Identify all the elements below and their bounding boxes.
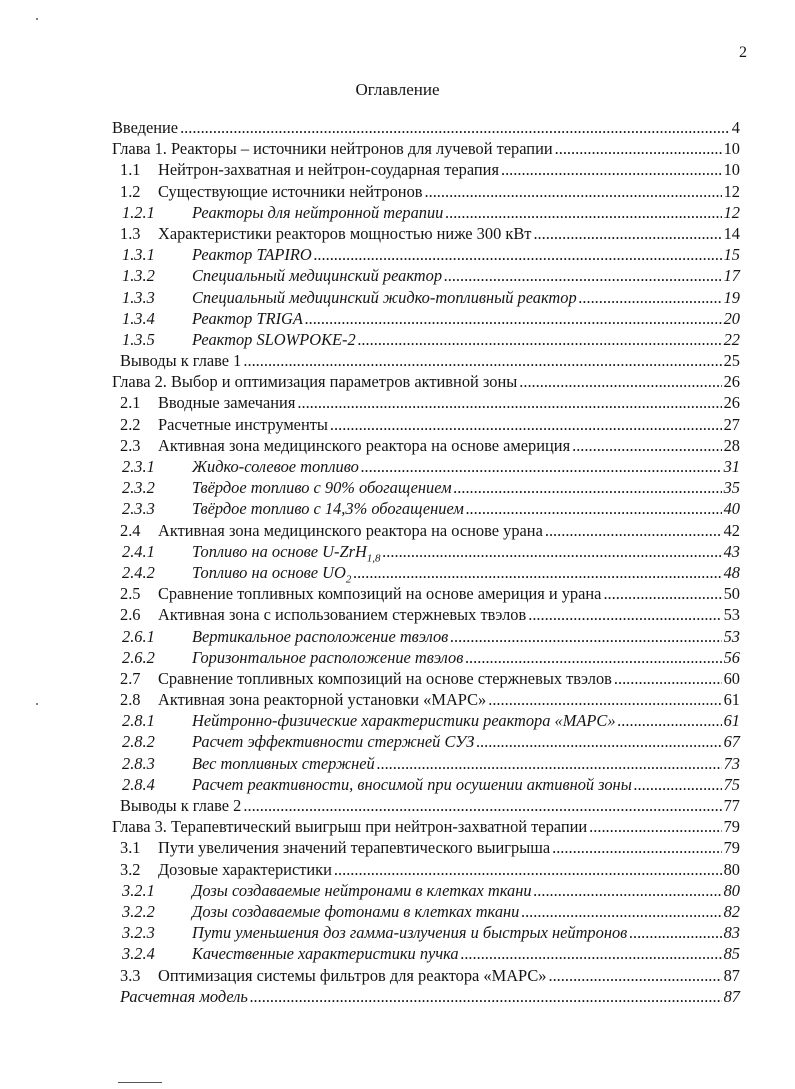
toc-entry-title (192, 731, 474, 752)
toc-entry-title (192, 287, 577, 308)
toc-entry-title-text: Пути увеличения значений терапевтического выигрыша (158, 838, 551, 858)
toc-entry-page: 61 (723, 711, 740, 731)
toc-entry-title-text: Глава 1. Реакторы – источники нейтронов для лучевой терапии (112, 139, 553, 159)
toc-entry-number: 2.6.2 (122, 647, 155, 667)
toc-dot-leader (555, 138, 722, 159)
toc-dot-leader (297, 392, 721, 413)
toc-entry (112, 392, 740, 413)
toc-entry-page: 17 (723, 266, 740, 286)
toc-entry-number: 2.8.3 (122, 753, 155, 773)
toc-entry-page: 67 (723, 732, 740, 752)
toc-entry-page: 75 (723, 774, 740, 794)
toc-entry-number: 2.4 (120, 520, 141, 540)
toc-entry-page: 82 (723, 901, 740, 921)
toc-dot-leader (589, 816, 721, 837)
toc-entry-title-text: Дозы создаваемые фотонами в клетках ткани (192, 901, 520, 921)
toc-entry (112, 308, 740, 329)
toc-entry-title (192, 308, 303, 329)
page-number: 2 (739, 44, 747, 61)
toc-entry (112, 626, 740, 647)
toc-entry-title (192, 202, 443, 223)
toc-dot-leader (425, 181, 722, 202)
toc-entry-title-text: Специальный медицинский жидко-топливный реактор (192, 287, 577, 307)
toc-entry-title-text: Глава 2. Выбор и оптимизация параметров активной зоны (112, 372, 518, 392)
toc-entry-title-text: Сравнение топливных композиций на основе америция и урана (158, 584, 602, 604)
toc-dot-leader (450, 626, 721, 647)
toc-entry-page: 48 (723, 562, 740, 582)
toc-dot-leader (528, 604, 721, 625)
toc-entry (112, 371, 740, 392)
toc-entry-number: 1.3.2 (122, 266, 155, 286)
toc-dot-leader (552, 837, 722, 858)
toc-entry (112, 901, 740, 922)
toc-dot-leader (180, 117, 730, 138)
toc-entry-title-text: Пути уменьшения доз гамма-излучения и быстрых нейтронов (192, 923, 628, 943)
toc-entry-number: 2.4.2 (122, 562, 155, 582)
toc-entry (112, 414, 740, 435)
toc-entry (112, 689, 740, 710)
toc-entry (112, 181, 740, 202)
toc-entry-title-text: Твёрдое топливо с 14,3% обогащением (192, 499, 464, 519)
toc-dot-leader (353, 562, 721, 583)
toc-entry-page: 60 (723, 668, 740, 688)
toc-entry-title-text: Специальный медицинский реактор (192, 266, 443, 286)
toc-entry-number: 3.2.1 (122, 880, 155, 900)
toc-entry-title-text: Нейтронно-физические характеристики реактора «МАРС» (192, 711, 616, 731)
toc-entry-title-text: Расчет эффективности стержней СУЗ (192, 732, 475, 752)
toc-entry-page: 4 (731, 118, 740, 137)
toc-entry-title-text: Топливо на основе U-ZrH (192, 541, 367, 561)
toc-entry-page: 27 (723, 414, 740, 434)
toc-dot-leader (634, 774, 722, 795)
toc-entry-title (112, 117, 178, 138)
toc-entry-number: 2.3.3 (122, 499, 155, 519)
toc-entry-page: 50 (723, 584, 740, 604)
toc-dot-leader (603, 583, 721, 604)
toc-entry-title-text: Оптимизация системы фильтров для реактора «МАРС» (158, 965, 547, 985)
toc-entry-page: 14 (723, 223, 740, 243)
toc-entry-page: 53 (723, 626, 740, 646)
toc-entry-number: 3.2.2 (122, 901, 155, 921)
toc-entry-page: 35 (723, 478, 740, 498)
toc-entry-page: 79 (723, 838, 740, 858)
toc-entry-title-text: Активная зона с использованием стержневых твэлов (158, 605, 527, 625)
toc-entry-number: 2.5 (120, 584, 141, 604)
page-title: Оглавление (355, 80, 440, 99)
toc-entry-title (158, 435, 570, 456)
toc-entry-title (158, 668, 612, 689)
toc-entry-title-text: Активная зона реакторной установки «МАРС» (158, 690, 487, 710)
toc-entry (112, 753, 740, 774)
toc-dot-leader (305, 308, 722, 329)
toc-entry-page: 56 (723, 647, 740, 667)
toc-entry (112, 541, 740, 565)
toc-entry-number: 2.3.1 (122, 457, 155, 476)
toc-entry (112, 477, 740, 498)
toc-entry-title (158, 965, 546, 986)
toc-entry-number: 3.2.3 (122, 923, 155, 943)
toc-entry-page: 73 (723, 753, 740, 773)
toc-entry-title-text: Топливо на основе UO (192, 562, 346, 582)
footer-rule (118, 1082, 162, 1083)
toc-entry-number: 2.8.2 (122, 732, 155, 752)
toc-entry-number: 1.3.3 (122, 287, 155, 307)
toc-entry-page: 31 (723, 457, 740, 476)
toc-entry-title-text: Качественные характеристики пучка (192, 944, 459, 964)
toc-entry (112, 731, 740, 752)
toc-entry-title (192, 329, 356, 350)
toc-dot-leader (461, 943, 722, 964)
toc-entry-title (158, 181, 423, 202)
toc-entry (112, 265, 740, 286)
toc-entry-title-text: Глава 3. Терапевтический выигрыш при нейтрон-захватной терапии (112, 817, 588, 837)
toc-entry-title (158, 583, 601, 604)
toc-entry-title (192, 753, 375, 774)
toc-entry-title-text: Жидко-солевое топливо (192, 457, 359, 476)
toc-entry-title (192, 626, 448, 647)
toc-entry-title (158, 689, 486, 710)
toc-entry-page: 25 (723, 351, 740, 371)
toc-entry (112, 668, 740, 689)
toc-entry-title-text: Вводные замечания (158, 393, 296, 413)
toc-entry-page: 42 (723, 520, 740, 540)
toc-entry-title-text: Реактор TRIGA (192, 308, 303, 328)
toc-entry-page: 20 (723, 308, 740, 328)
toc-entry-subscript: 2 (345, 573, 352, 586)
toc-entry-title (158, 604, 526, 625)
toc-entry-number: 3.1 (120, 838, 141, 858)
toc-dot-leader (466, 498, 722, 519)
toc-entry-title-text: Реактор SLOWPOKE-2 (192, 329, 356, 349)
toc-entry-title (192, 922, 627, 943)
toc-entry-number: 2.1 (120, 393, 141, 413)
toc-entry-page: 79 (723, 817, 740, 837)
toc-entry (112, 117, 740, 138)
toc-entry-title-text: Существующие источники нейтронов (158, 181, 423, 201)
toc-entry (112, 329, 740, 350)
toc-entry-title-text: Дозы создаваемые нейтронами в клетках ткани (192, 880, 532, 900)
toc-entry-number: 3.3 (120, 965, 141, 985)
toc-entry (112, 816, 740, 837)
toc-entry-title (192, 901, 519, 922)
toc-entry-number: 1.3 (120, 223, 141, 243)
toc-dot-leader (361, 456, 722, 477)
toc-entry-title (120, 986, 248, 1007)
toc-entry-page: 77 (723, 796, 740, 815)
toc-entry-page: 22 (723, 329, 740, 349)
toc-dot-leader (330, 414, 722, 435)
toc-entry-page: 53 (723, 605, 740, 625)
toc-dot-leader (314, 244, 722, 265)
toc-entry-title (158, 392, 295, 413)
scan-speck (36, 18, 38, 20)
toc-entry-title (112, 816, 587, 837)
toc-entry-number: 1.3.5 (122, 329, 155, 349)
toc-entry-title (192, 562, 352, 586)
toc-entry (112, 287, 740, 308)
toc-entry-page: 80 (723, 880, 740, 900)
toc-entry (112, 774, 740, 795)
toc-entry (112, 837, 740, 858)
toc-entry-title-text: Активная зона медицинского реактора на основе урана (158, 520, 543, 540)
toc-dot-leader (501, 159, 722, 180)
toc-dot-leader (488, 689, 721, 710)
toc-dot-leader (614, 668, 722, 689)
toc-entry-title-text: Реакторы для нейтронной терапии (192, 202, 444, 222)
toc-entry-title (158, 414, 328, 435)
toc-entry (112, 943, 740, 964)
toc-dot-leader (572, 435, 722, 456)
toc-dot-leader (445, 202, 721, 223)
toc-entry-title (192, 456, 359, 477)
toc-entry-title-text: Выводы к главе 1 (120, 351, 242, 371)
toc-entry-page: 83 (723, 923, 740, 943)
toc-entry-title-text: Дозовые характеристики (158, 859, 332, 879)
toc-entry-number: 2.7 (120, 668, 141, 688)
toc-entry-page: 61 (723, 690, 740, 710)
toc-dot-leader (545, 520, 722, 541)
toc-entry (112, 435, 740, 456)
toc-entry (112, 880, 740, 901)
toc-entry-number: 3.2.4 (122, 944, 155, 964)
toc-entry-title-text: Выводы к главе 2 (120, 796, 242, 815)
toc-entry-title-text: Вертикальное расположение твэлов (192, 626, 449, 646)
toc-dot-leader (383, 541, 722, 562)
toc-entry-page: 85 (723, 944, 740, 964)
toc-entry-number: 2.8.4 (122, 774, 155, 794)
toc-entry-title (192, 710, 616, 731)
toc-entry-title-text: Активная зона медицинского реактора на основе америция (158, 435, 571, 455)
toc-entry-number: 3.2 (120, 859, 141, 879)
toc-entry (112, 498, 740, 519)
toc-dot-leader (358, 329, 722, 350)
toc-entry-page: 10 (723, 160, 740, 180)
toc-entry-title-text: Введение (112, 118, 179, 137)
toc-entry-number: 2.8.1 (122, 711, 155, 731)
toc-entry (112, 647, 740, 668)
toc-dot-leader (476, 731, 721, 752)
toc-entry (112, 562, 740, 586)
toc-entry-title (192, 244, 312, 265)
toc-entry-page: 43 (723, 541, 740, 561)
toc-entry (112, 710, 740, 731)
toc-dot-leader (243, 795, 721, 816)
toc-entry-title-text: Реактор TAPIRO (192, 245, 312, 265)
toc-entry (112, 986, 740, 1007)
toc-entry-title (192, 774, 632, 795)
toc-entry-page: 15 (723, 245, 740, 265)
toc-entry-page: 87 (723, 986, 740, 1006)
toc-entry (112, 520, 740, 541)
toc-entry-title (192, 498, 464, 519)
toc-entry-number: 2.6 (120, 605, 141, 625)
toc-dot-leader (334, 859, 722, 880)
toc-entry-title (158, 520, 543, 541)
toc-entry-number: 1.3.1 (122, 245, 155, 265)
toc-entry-number: 2.2 (120, 414, 141, 434)
toc-entry (112, 138, 740, 159)
toc-entry-title-text: Сравнение топливных композиций на основе стержневых твэлов (158, 668, 612, 688)
toc-entry-title (192, 477, 452, 498)
toc-entry (112, 795, 740, 816)
toc-entry-title (158, 859, 332, 880)
toc-dot-leader (250, 986, 722, 1007)
toc-entry-page: 10 (723, 139, 740, 159)
toc-entry-title (192, 265, 442, 286)
toc-entry-number: 1.3.4 (122, 308, 155, 328)
toc-entry-title (112, 138, 553, 159)
toc-entry (112, 223, 740, 244)
toc-entry-number: 2.8 (120, 690, 141, 710)
toc-entry-number: 2.4.1 (122, 541, 155, 561)
toc-entry-number: 1.1 (120, 160, 141, 180)
toc-entry-title-text: Нейтрон-захватная и нейтрон-соударная терапия (158, 160, 499, 180)
toc-entry-title (158, 159, 499, 180)
toc-entry (112, 159, 740, 180)
toc-entry (112, 922, 740, 943)
toc-dot-leader (521, 901, 721, 922)
toc-entry (112, 583, 740, 604)
toc-entry-title (158, 223, 531, 244)
toc-dot-leader (519, 371, 721, 392)
toc-entry-page: 12 (723, 202, 740, 222)
toc-dot-leader (629, 922, 721, 943)
toc-dot-leader (454, 477, 722, 498)
toc-entry-page: 80 (723, 859, 740, 879)
toc-entry-page: 19 (723, 287, 740, 307)
toc-entry-title (192, 943, 459, 964)
toc-entry-title (120, 795, 241, 816)
toc-entry-title-text: Расчет реактивности, вносимой при осушении активной зоны (192, 774, 632, 794)
toc-dot-leader (465, 647, 721, 668)
toc-entry (112, 202, 740, 223)
toc-entry-page: 26 (723, 372, 740, 392)
toc-entry-title (158, 837, 550, 858)
toc-entry-title-text: Вес топливных стержней (192, 753, 375, 773)
toc-entry-title-text: Характеристики реакторов мощностью ниже 300 кВт (158, 223, 532, 243)
toc-entry-page: 87 (723, 965, 740, 985)
toc-entry-number: 1.2.1 (122, 202, 155, 222)
toc-entry-number: 2.6.1 (122, 626, 155, 646)
toc-entry (112, 350, 740, 371)
toc-entry-page: 28 (723, 435, 740, 455)
toc-entry-number: 1.2 (120, 181, 141, 201)
toc-dot-leader (618, 710, 722, 731)
toc-entry-title (192, 541, 381, 565)
toc-entry-number: 2.3 (120, 435, 141, 455)
toc-entry-title (192, 647, 463, 668)
toc-entry-number: 2.3.2 (122, 478, 155, 498)
toc-entry (112, 859, 740, 880)
toc-entry-page: 26 (723, 393, 740, 413)
toc-dot-leader (579, 287, 722, 308)
toc-dot-leader (243, 350, 721, 371)
toc-entry (112, 456, 740, 477)
toc-entry (112, 604, 740, 625)
toc-entry-title (192, 880, 532, 901)
toc-dot-leader (377, 753, 722, 774)
toc-entry-title-text: Расчетные инструменты (158, 414, 328, 434)
toc-entry-title-text: Расчетная модель (120, 986, 248, 1006)
toc-dot-leader (548, 965, 721, 986)
toc-entry-page: 40 (723, 499, 740, 519)
toc-dot-leader (444, 265, 722, 286)
toc-entry-title-text: Горизонтальное расположение твэлов (192, 647, 464, 667)
toc-dot-leader (534, 880, 722, 901)
scan-speck (36, 703, 38, 705)
toc-entry-title (120, 350, 241, 371)
toc-entry (112, 244, 740, 265)
toc-entry-subscript: 1,8 (366, 552, 381, 565)
table-of-contents (112, 117, 740, 1007)
toc-dot-leader (533, 223, 721, 244)
toc-entry-title-text: Твёрдое топливо с 90% обогащением (192, 478, 452, 498)
toc-entry (112, 965, 740, 986)
toc-entry-page: 12 (723, 181, 740, 201)
toc-entry-title (112, 371, 517, 392)
